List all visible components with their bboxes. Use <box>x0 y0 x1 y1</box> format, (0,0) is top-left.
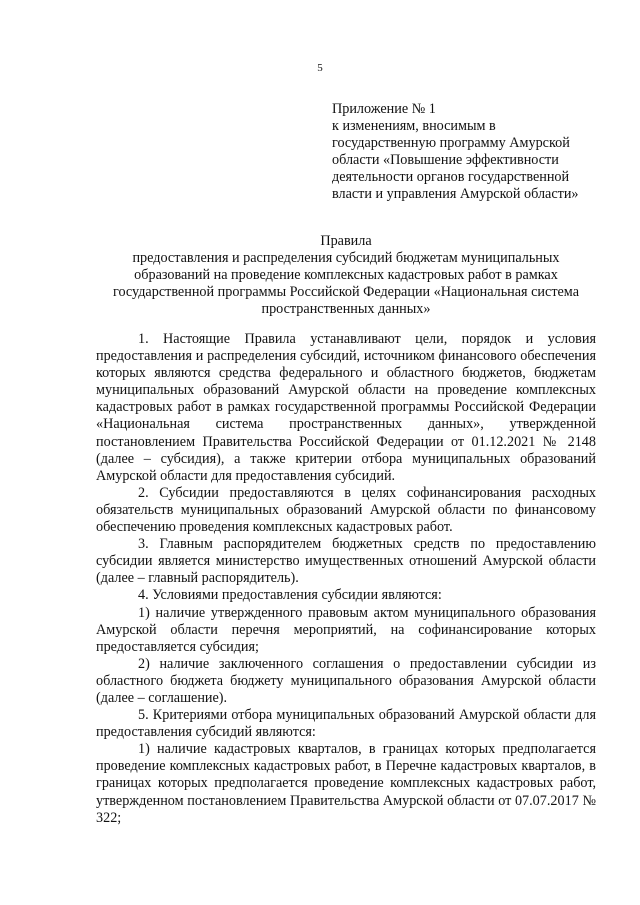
appendix-line: к изменениям, вносимым в <box>332 118 496 134</box>
title-line: пространственных данных» <box>261 301 431 317</box>
title-line: государственной программы Российской Федерации «Национальная система <box>112 284 579 300</box>
appendix-line: деятельности органов государственной <box>332 169 570 185</box>
paragraph-5-item-1: 1) наличие кадастровых кварталов, в границах которых предполагается проведение комплексных кадастровых работ, в Перечне кадастровых кварталов, в границах которых предполагается проведение комплексных кадастровых работ, утвержденном постановлением Правительства Амурской области от 07.07.2017 № 322; <box>96 741 596 826</box>
document-title <box>96 233 596 318</box>
appendix-line: Приложение № 1 <box>332 101 436 117</box>
title-line: образований на проведение комплексных кадастровых работ в рамках <box>134 267 558 283</box>
paragraph-4-item-1: 1) наличие утвержденного правовым актом муниципального образования Амурской области перечня мероприятий, на софинансирование которых предоставляется субсидия; <box>96 604 596 655</box>
appendix-header <box>332 101 622 203</box>
page-number: 5 <box>317 62 323 74</box>
appendix-line: области «Повышение эффективности <box>332 152 559 168</box>
document-body <box>96 331 596 827</box>
paragraph-1: 1. Настоящие Правила устанавливают цели, порядок и условия предоставления и распределения субсидий, источником финансового обеспечения которых являются средства федерального и областного бюджетов, бюджетам муниципальных образований Амурской области на проведение комплексных кадастровых работ в рамках государственной программы Российской Федерации «Национальная система пространственных данных», утвержденной постановлением Правительства Российской Федерации от 01.12.2021 № 2148 (далее – субсидия), а также критерии отбора муниципальных образований Амурской области для предоставления субсидий. <box>96 331 596 484</box>
paragraph-4: 4. Условиями предоставления субсидии являются: <box>138 587 442 604</box>
appendix-line: государственную программу Амурской <box>332 135 570 151</box>
appendix-line: власти и управления Амурской области» <box>332 186 579 202</box>
title-line: предоставления и распределения субсидий бюджетам муниципальных <box>132 250 560 266</box>
paragraph-5: 5. Критериями отбора муниципальных образований Амурской области для предоставления субсидий являются: <box>96 707 596 741</box>
paragraph-2: 2. Субсидии предоставляются в целях софинансирования расходных обязательств муниципальных образований Амурской области по финансовому обеспечению проведения комплексных кадастровых работ. <box>96 484 596 536</box>
title-heading: Правила <box>320 233 372 249</box>
paragraph-3: 3. Главным распорядителем бюджетных средств по предоставлению субсидии является министерство имущественных отношений Амурской области (далее – главный распорядитель). <box>96 536 596 587</box>
paragraph-4-item-2: 2) наличие заключенного соглашения о предоставлении субсидии из областного бюджета бюджету муниципального образования Амурской области (далее – соглашение). <box>96 655 596 706</box>
